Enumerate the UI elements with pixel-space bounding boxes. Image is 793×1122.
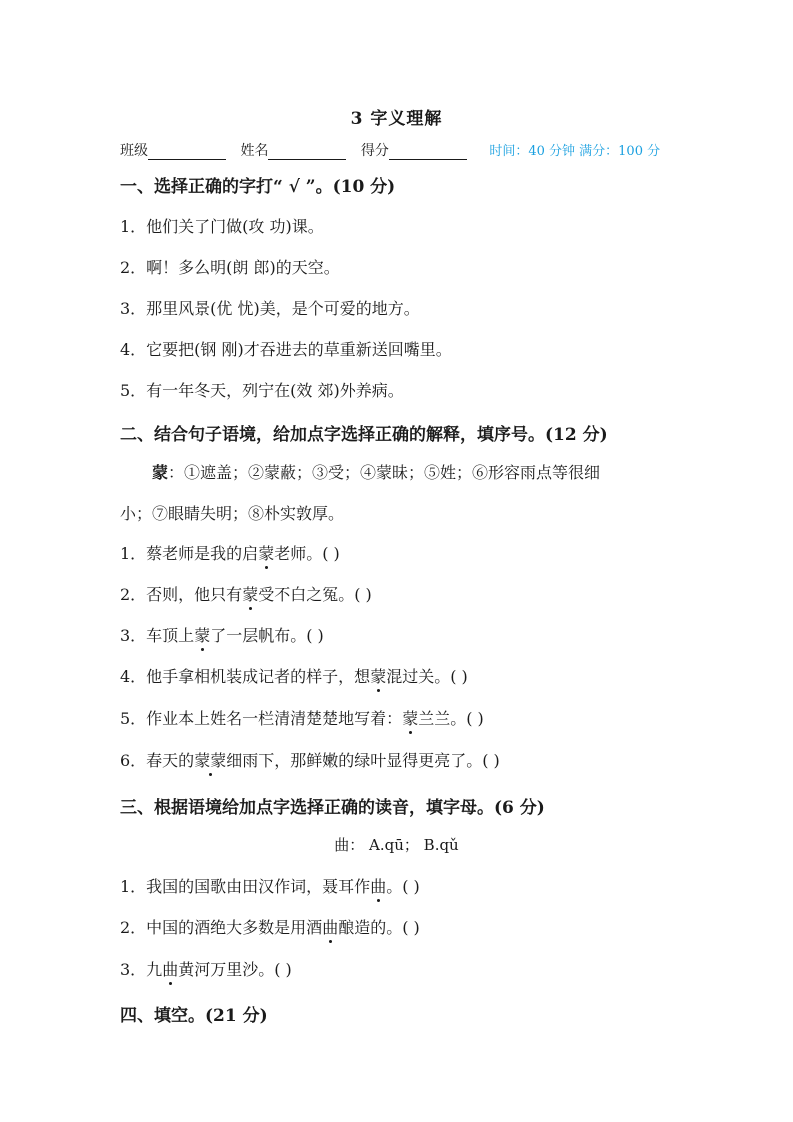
sec1-item-5: 5．有一年冬天，列宁在(效 郊)外养病。 bbox=[120, 381, 404, 400]
page-title: 3 字义理解 bbox=[350, 109, 443, 129]
item-text: 3．车顶上 bbox=[120, 626, 195, 645]
item-text: 细雨下，那鲜嫩的绿叶显得更亮了。( ) bbox=[226, 751, 500, 770]
item-text: 黄河万里沙。( ) bbox=[178, 960, 292, 979]
item-text: 混过关。( ) bbox=[386, 667, 468, 686]
item-text: 兰兰。( ) bbox=[418, 709, 484, 728]
dotted-char: 曲 bbox=[162, 957, 178, 980]
definition-text-1: ：①遮盖；②蒙蔽；③受；④蒙昧；⑤姓；⑥形容雨点等很细 bbox=[168, 463, 601, 482]
time-limit: 时间：40 分钟 满分：100 分 bbox=[489, 144, 661, 159]
name-label: 姓名 bbox=[240, 143, 269, 159]
item-text: 老师。( ) bbox=[274, 544, 340, 563]
sec3-item-2 bbox=[120, 915, 420, 938]
item-text: 6．春天的 bbox=[120, 751, 195, 770]
sec3-item-3 bbox=[120, 957, 292, 980]
item-text: 。( ) bbox=[386, 877, 420, 896]
class-label: 班级 bbox=[120, 143, 148, 159]
dotted-char: 蒙 bbox=[370, 664, 386, 687]
item-text: 酿造的。( ) bbox=[338, 918, 420, 937]
pronunciation-options: 曲： A.qū； B.qǔ bbox=[334, 836, 459, 854]
dotted-char: 蒙 bbox=[258, 541, 274, 564]
sec3-item-1 bbox=[120, 874, 420, 897]
definition-char: 蒙 bbox=[152, 463, 169, 482]
score-blank[interactable] bbox=[389, 144, 467, 160]
item-text: 4．他手拿相机装成记者的样子，想 bbox=[120, 667, 371, 686]
dotted-char: 曲 bbox=[370, 874, 386, 897]
sec2-item-5 bbox=[120, 706, 484, 729]
section4-heading: 四、填空。(21 分) bbox=[120, 1006, 268, 1026]
sec2-item-4 bbox=[120, 664, 468, 687]
class-blank[interactable] bbox=[148, 144, 226, 160]
sec1-item-4: 4．它要把(钢 刚)才吞进去的草重新送回嘴里。 bbox=[120, 340, 452, 359]
sec2-item-6 bbox=[120, 748, 500, 771]
section2-heading: 二、结合句子语境，给加点字选择正确的解释，填序号。(12 分) bbox=[120, 425, 608, 445]
sec1-item-1: 1．他们关了门做(攻 功)课。 bbox=[120, 217, 324, 236]
sec1-item-3: 3．那里风景(优 忧)美，是个可爱的地方。 bbox=[120, 299, 420, 318]
sec2-item-2 bbox=[120, 582, 372, 605]
section1-heading: 一、选择正确的字打“ √ ”。(10 分) bbox=[120, 177, 396, 197]
item-text: 2．中国的酒绝大多数是用酒 bbox=[120, 918, 323, 937]
sec1-item-2: 2．啊！多么明(朗 郎)的天空。 bbox=[120, 258, 340, 277]
dotted-char: 蒙 bbox=[194, 623, 210, 646]
dotted-char: 蒙蒙 bbox=[194, 748, 226, 771]
dotted-char: 曲 bbox=[322, 915, 338, 938]
name-blank[interactable] bbox=[268, 144, 346, 160]
item-text: 受不白之冤。( ) bbox=[258, 585, 372, 604]
section3-heading: 三、根据语境给加点字选择正确的读音，填字母。(6 分) bbox=[120, 798, 545, 818]
student-info-row bbox=[120, 140, 680, 160]
dotted-char: 蒙 bbox=[242, 582, 258, 605]
dotted-char: 蒙 bbox=[402, 706, 418, 729]
definition-line-2: 小；⑦眼睛失明；⑧朴实敦厚。 bbox=[120, 504, 345, 523]
item-text: 1．蔡老师是我的启 bbox=[120, 544, 259, 563]
item-text: 1．我国的国歌由田汉作词，聂耳作 bbox=[120, 877, 371, 896]
item-text: 了一层帆布。( ) bbox=[210, 626, 324, 645]
item-text: 5．作业本上姓名一栏清清楚楚地写着： bbox=[120, 709, 403, 728]
item-text: 3．九 bbox=[120, 960, 163, 979]
score-label: 得分 bbox=[360, 143, 389, 159]
item-text: 2．否则，他只有 bbox=[120, 585, 243, 604]
sec2-item-3 bbox=[120, 623, 324, 646]
definition-line-1 bbox=[152, 460, 600, 483]
sec2-item-1 bbox=[120, 541, 340, 564]
